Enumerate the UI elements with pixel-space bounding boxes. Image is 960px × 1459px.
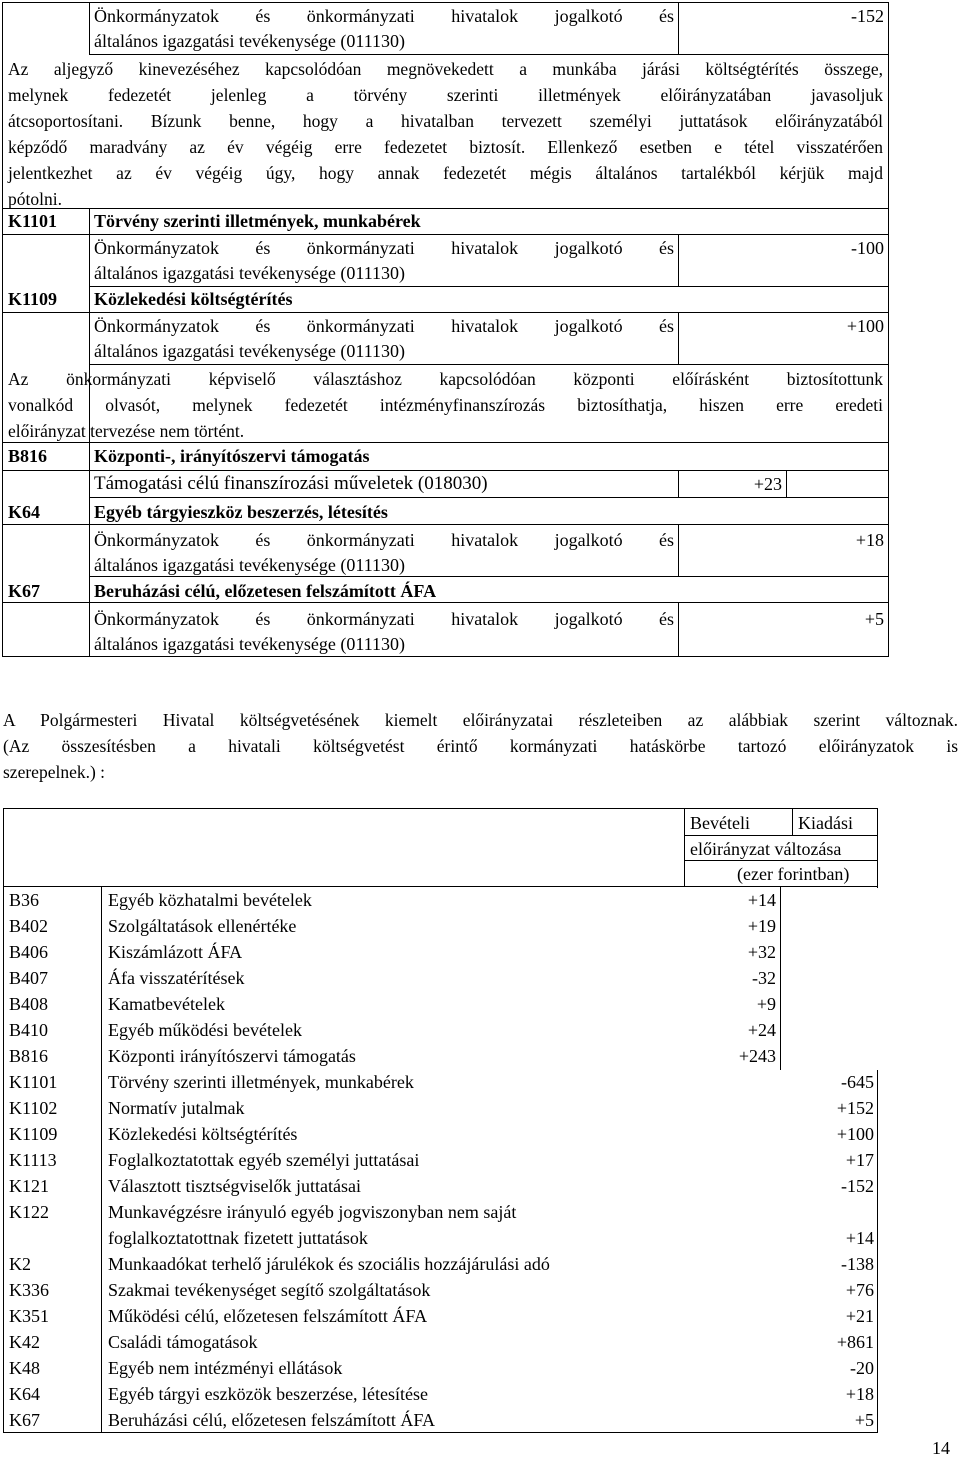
row-expense-value: -138 xyxy=(841,1254,874,1274)
row-code: K351 xyxy=(9,1306,49,1326)
row-expense-value: +76 xyxy=(845,1280,874,1300)
row-code: K67 xyxy=(9,1410,40,1430)
row-name: Egyéb nem intézményi ellátások xyxy=(108,1358,343,1378)
row-code: K1113 xyxy=(9,1150,57,1170)
row-name: Törvény szerinti illetmények, munkabérek xyxy=(108,1072,414,1092)
row-name: Kamatbevételek xyxy=(108,994,225,1014)
b816-code: B816 xyxy=(8,446,48,466)
row-name: Működési célú, előzetesen felszámított ÁFA xyxy=(108,1306,428,1326)
header-change-label: előirányzat változása xyxy=(690,839,842,859)
k67-desc-line2: általános igazgatási tevékenysége (011130) xyxy=(94,634,406,654)
k1101-desc-line2: általános igazgatási tevékenysége (011130) xyxy=(94,263,406,283)
k64-desc-line2: általános igazgatási tevékenysége (011130) xyxy=(94,555,406,575)
k1109-amount: +100 xyxy=(846,316,884,336)
k64-title: Egyéb tárgyieszköz beszerzés, létesítés xyxy=(94,502,388,522)
row-name: Kiszámlázott ÁFA xyxy=(108,942,243,962)
p1-line: jelentkezhet az év végéig úgy, hogy annak fedezetét mégis általános tartalékból kérjük majd xyxy=(8,163,883,183)
k64-amount: +18 xyxy=(855,530,884,550)
row-code: K1109 xyxy=(9,1124,58,1144)
row-expense-value: +100 xyxy=(836,1124,874,1144)
row-name: Választott tisztségviselők juttatásai xyxy=(108,1176,361,1196)
row-expense-value: -20 xyxy=(850,1358,874,1378)
row1-amount: -152 xyxy=(851,6,884,26)
explanation-paragraph-2 xyxy=(8,366,883,444)
row-name: Munkavégzésre irányuló egyéb jogviszonyban nem saját xyxy=(108,1202,517,1222)
k64-desc-line1: Önkormányzatok és önkormányzati hivatalok jogalkotó és xyxy=(94,530,674,550)
row-code: B410 xyxy=(9,1020,49,1040)
k67-desc-line1: Önkormányzatok és önkormányzati hivatalok jogalkotó és xyxy=(94,609,674,629)
row-code: K64 xyxy=(9,1384,40,1404)
row-code: K121 xyxy=(9,1176,49,1196)
intro-line: A Polgármesteri Hivatal költségvetésének kiemelt előirányzatai részleteiben az alábbiak szerint változnak. xyxy=(3,710,958,730)
row-code: K336 xyxy=(9,1280,49,1300)
k1101-desc-line1: Önkormányzatok és önkormányzati hivatalok jogalkotó és xyxy=(94,238,674,258)
row-code: K1102 xyxy=(9,1098,58,1118)
row-name: Munkaadókat terhelő járulékok és szociális hozzájárulási adó xyxy=(108,1254,550,1274)
page-number: 14 xyxy=(932,1438,950,1458)
row-revenue-value: +243 xyxy=(738,1046,776,1066)
row-code: B36 xyxy=(9,890,40,910)
row-name: Normatív jutalmak xyxy=(108,1098,245,1118)
row-expense-value: +861 xyxy=(836,1332,874,1352)
row-name: Áfa visszatérítések xyxy=(108,968,245,988)
row-name: Egyéb működési bevételek xyxy=(108,1020,302,1040)
row-code: K1101 xyxy=(9,1072,58,1092)
header-revenue-label: Bevételi xyxy=(690,813,750,833)
row-name: Családi támogatások xyxy=(108,1332,258,1352)
k67-amount: +5 xyxy=(864,609,884,629)
b816-amount: +23 xyxy=(753,474,782,494)
row-code: K42 xyxy=(9,1332,40,1352)
k1101-code: K1101 xyxy=(8,211,58,231)
row-expense-value: +18 xyxy=(845,1384,874,1404)
k1101-title: Törvény szerinti illetmények, munkabérek xyxy=(94,211,421,231)
b816-title: Központi-, irányítószervi támogatás xyxy=(94,446,370,466)
row1-desc-line1: Önkormányzatok és önkormányzati hivatalok jogalkotó és xyxy=(94,6,674,26)
row-revenue-value: +9 xyxy=(756,994,776,1014)
row-code: B402 xyxy=(9,916,49,936)
p2-line: vonalkód olvasót, melynek fedezetét intézményfinanszírozás biztosíthatja, hiszen erre eredeti xyxy=(8,395,883,415)
k64-code: K64 xyxy=(8,502,41,522)
row-name: Közlekedési költségtérítés xyxy=(108,1124,298,1144)
explanation-paragraph-1 xyxy=(8,56,883,212)
row-revenue-value: +32 xyxy=(747,942,776,962)
p1-line: melynek fedezetét jelenleg a törvény szerinti illetmények előirányzatában javasoljuk xyxy=(8,85,883,105)
row-expense-value: +17 xyxy=(845,1150,874,1170)
b816-desc: Támogatási célú finanszírozási műveletek (018030) xyxy=(94,473,488,494)
row-code: B816 xyxy=(9,1046,49,1066)
row-expense-value: -645 xyxy=(841,1072,874,1092)
row-name-line2: foglalkoztatottnak fizetett juttatások xyxy=(108,1228,368,1248)
k1109-desc-line1: Önkormányzatok és önkormányzati hivatalok jogalkotó és xyxy=(94,316,674,336)
row-expense-value: +21 xyxy=(845,1306,874,1326)
k67-code: K67 xyxy=(8,581,41,601)
intro-paragraph xyxy=(3,707,958,785)
row-expense-value: +152 xyxy=(836,1098,874,1118)
k1109-desc-line2: általános igazgatási tevékenysége (011130) xyxy=(94,341,406,361)
row-code: K48 xyxy=(9,1358,40,1378)
p2-line: előirányzat tervezése nem történt. xyxy=(8,421,245,441)
intro-line: szerepelnek.) : xyxy=(3,762,106,782)
p1-line: átcsoportosítani. Bízunk benne, hogy a hivatalban tervezett személyi juttatások előirányzatából xyxy=(8,111,883,131)
k67-title: Beruházási célú, előzetesen felszámított ÁFA xyxy=(94,581,437,601)
row-expense-value: -152 xyxy=(841,1176,874,1196)
row-revenue-value: -32 xyxy=(752,968,776,988)
p2-line: Az önkormányzati képviselő választáshoz kapcsolódóan központi előírásként biztosítottunk xyxy=(8,369,883,389)
row-code: B407 xyxy=(9,968,49,988)
p1-line: Az aljegyző kinevezéséhez kapcsolódóan megnövekedett a munkába járási költségtérítés összege, xyxy=(8,59,883,79)
row-revenue-value: +14 xyxy=(747,890,776,910)
row-name: Szolgáltatások ellenértéke xyxy=(108,916,297,936)
row-name: Foglalkoztatottak egyéb személyi juttatásai xyxy=(108,1150,420,1170)
k1101-amount: -100 xyxy=(851,238,884,258)
row-name: Egyéb tárgyi eszközök beszerzése, létesítése xyxy=(108,1384,429,1404)
row1-desc-line2: általános igazgatási tevékenysége (011130) xyxy=(94,31,406,51)
header-expense-label: Kiadási xyxy=(798,813,853,833)
header-unit-label: (ezer forintban) xyxy=(737,864,850,884)
row-name: Beruházási célú, előzetesen felszámított ÁFA xyxy=(108,1410,436,1430)
row-revenue-value: +19 xyxy=(747,916,776,936)
row-code: B406 xyxy=(9,942,49,962)
row-code: K2 xyxy=(9,1254,31,1274)
row-code: K122 xyxy=(9,1202,49,1222)
row-revenue-value: +24 xyxy=(747,1020,776,1040)
row-name: Szakmai tevékenységet segítő szolgáltatások xyxy=(108,1280,431,1300)
intro-line: (Az összesítésben a hivatali költségvetést érintő kormányzati hatáskörbe tartozó előirányzatok is xyxy=(3,736,958,756)
row-code: B408 xyxy=(9,994,49,1014)
k1109-code: K1109 xyxy=(8,289,58,309)
row-name: Egyéb közhatalmi bevételek xyxy=(108,890,312,910)
p1-line: képződő maradvány az év végéig erre fedezetet biztosít. Ellenkező esetben e tétel visszatérően xyxy=(8,137,883,157)
row-expense-value: +5 xyxy=(854,1410,874,1430)
row-expense-value: +14 xyxy=(845,1228,874,1248)
k1109-title: Közlekedési költségtérítés xyxy=(94,289,293,309)
row-name: Központi irányítószervi támogatás xyxy=(108,1046,356,1066)
p1-line: pótolni. xyxy=(8,189,62,209)
